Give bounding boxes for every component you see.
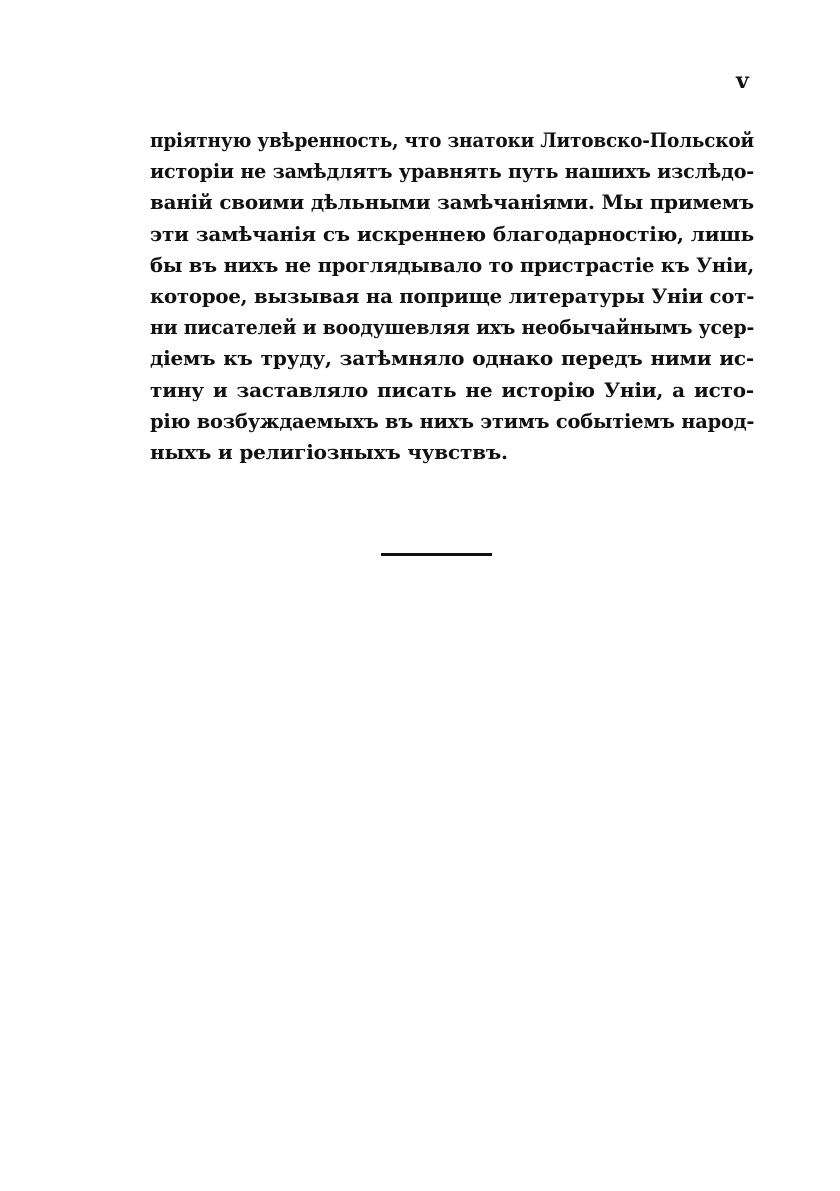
text-line: ваній своими дѣльными замѣчаніями. Мы примемъ (150, 190, 754, 215)
text-line: которое, вызывая на поприще литературы Уніи сот- (150, 283, 754, 308)
text-line: рію возбуждаемыхъ въ нихъ этимъ событіемъ народ- (150, 408, 754, 433)
text-line: бы въ нихъ не проглядывало то пристрастіе къ Уніи, (150, 252, 755, 277)
text-line: пріятную увѣренность, что знатоки Литовско-Польской (150, 128, 754, 152)
text-line: ныхъ и религіозныхъ чувствъ. (150, 439, 508, 464)
text-line: діемъ къ труду, затѣмняло однако передъ ними ис- (150, 346, 754, 371)
text-line: эти замѣчанія съ искреннею благодарностію, лишь (150, 221, 754, 246)
page-number: v (736, 68, 749, 94)
section-divider (381, 553, 492, 556)
text-line: исторіи не замѣдлятъ уравнять путь нашихъ изслѣдо- (150, 159, 755, 184)
text-line: тину и заставляло писать не исторію Уніи, а исто- (150, 377, 754, 402)
text-line: ни писателей и воодушевляя ихъ необычайнымъ усер- (150, 315, 754, 340)
body-paragraph (150, 125, 754, 468)
